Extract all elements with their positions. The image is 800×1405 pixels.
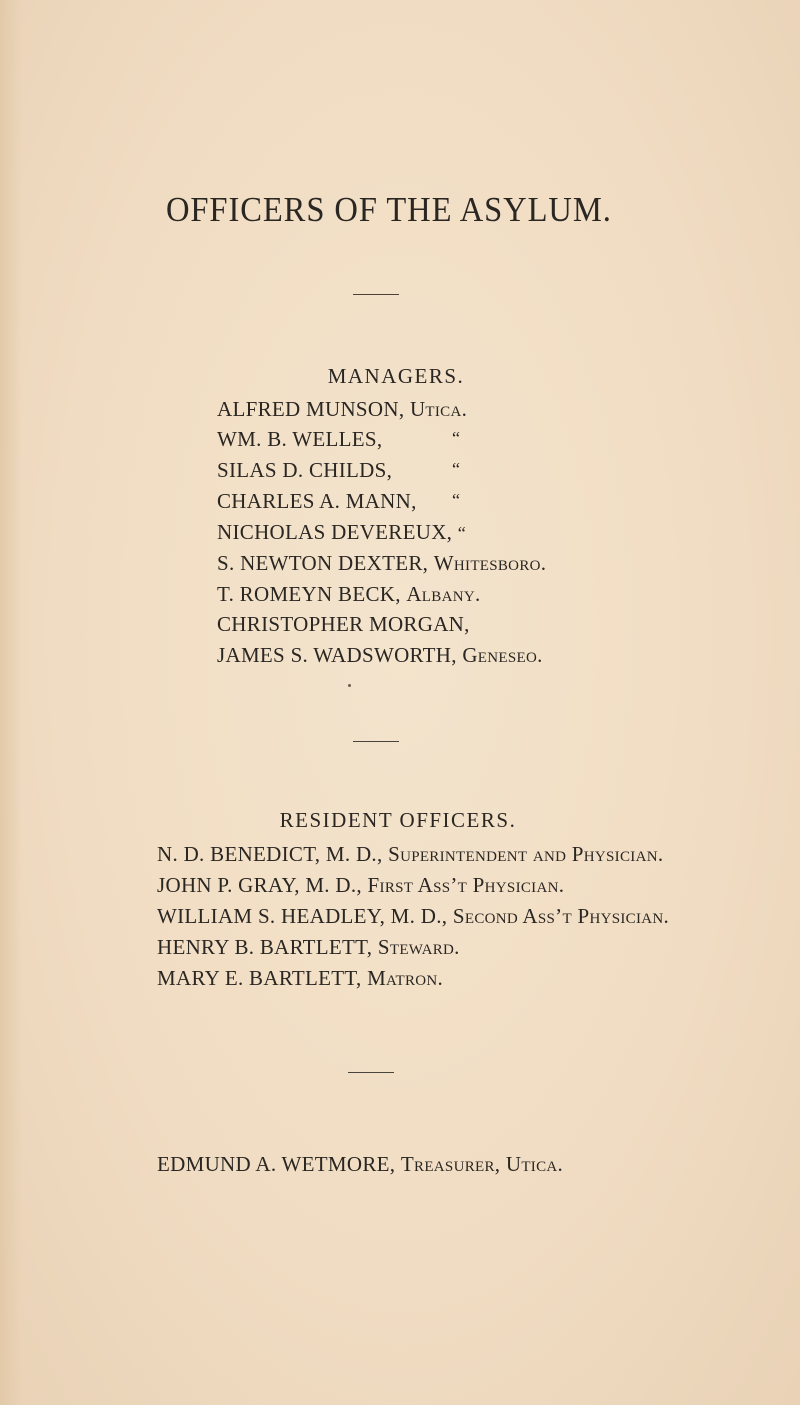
manager-entry-2	[217, 427, 382, 452]
divider-rule	[353, 741, 399, 742]
officer-role: Matron.	[367, 966, 444, 990]
treasurer-name: EDMUND A. WETMORE,	[157, 1152, 396, 1176]
ditto-mark: “	[457, 523, 467, 543]
manager-entry-8	[217, 612, 470, 637]
ditto-mark: “	[452, 490, 460, 510]
officer-entry-2	[157, 873, 564, 898]
officer-name: JOHN P. GRAY, M. D.,	[157, 873, 362, 897]
officer-entry-3	[157, 904, 669, 929]
ditto-mark: “	[452, 428, 460, 448]
officer-role: Steward.	[377, 935, 460, 959]
officer-role: Second Ass’t Physician.	[452, 904, 670, 928]
officer-entry-4	[157, 935, 460, 960]
manager-name: S. NEWTON DEXTER,	[217, 551, 429, 575]
divider-rule	[348, 1072, 394, 1073]
treasurer-entry	[157, 1152, 563, 1177]
manager-entry-3	[217, 458, 392, 483]
manager-place: Whitesboro.	[433, 551, 547, 575]
manager-entry-1	[217, 397, 467, 422]
officer-name: MARY E. BARTLETT,	[157, 966, 362, 990]
officer-role: First Ass’t Physician.	[367, 873, 565, 897]
manager-name: CHARLES A. MANN,	[217, 489, 417, 513]
officer-name: N. D. BENEDICT, M. D.,	[157, 842, 383, 866]
manager-name: ALFRED MUNSON,	[217, 397, 405, 421]
treasurer-role: Treasurer, Utica.	[400, 1152, 564, 1176]
resident-officers-heading: RESIDENT OFFICERS.	[279, 808, 517, 832]
managers-heading: MANAGERS.	[327, 364, 465, 388]
manager-place: Geneseo.	[462, 643, 543, 667]
officer-name: WILLIAM S. HEADLEY, M. D.,	[157, 904, 448, 928]
officer-role: Superintendent and Physician.	[388, 842, 664, 866]
ink-speck	[348, 684, 351, 687]
manager-name: NICHOLAS DEVEREUX,	[217, 520, 453, 544]
ditto-mark: “	[452, 459, 460, 479]
manager-name: WM. B. WELLES,	[217, 427, 383, 451]
manager-name: JAMES S. WADSWORTH,	[217, 643, 457, 667]
manager-place: Albany.	[406, 582, 481, 606]
manager-name: T. ROMEYN BECK,	[217, 582, 401, 606]
manager-entry-7	[217, 582, 481, 607]
manager-entry-9	[217, 643, 543, 668]
manager-entry-4	[217, 489, 417, 514]
officer-entry-5	[157, 966, 443, 991]
officer-name: HENRY B. BARTLETT,	[157, 935, 373, 959]
manager-entry-5	[217, 520, 466, 545]
officer-entry-1	[157, 842, 663, 867]
divider-rule	[353, 294, 399, 295]
manager-place: Utica.	[409, 397, 468, 421]
manager-name: SILAS D. CHILDS,	[217, 458, 393, 482]
manager-name: CHRISTOPHER MORGAN,	[217, 612, 470, 636]
page-title: OFFICERS OF THE ASYLUM.	[165, 190, 612, 229]
manager-entry-6	[217, 551, 546, 576]
